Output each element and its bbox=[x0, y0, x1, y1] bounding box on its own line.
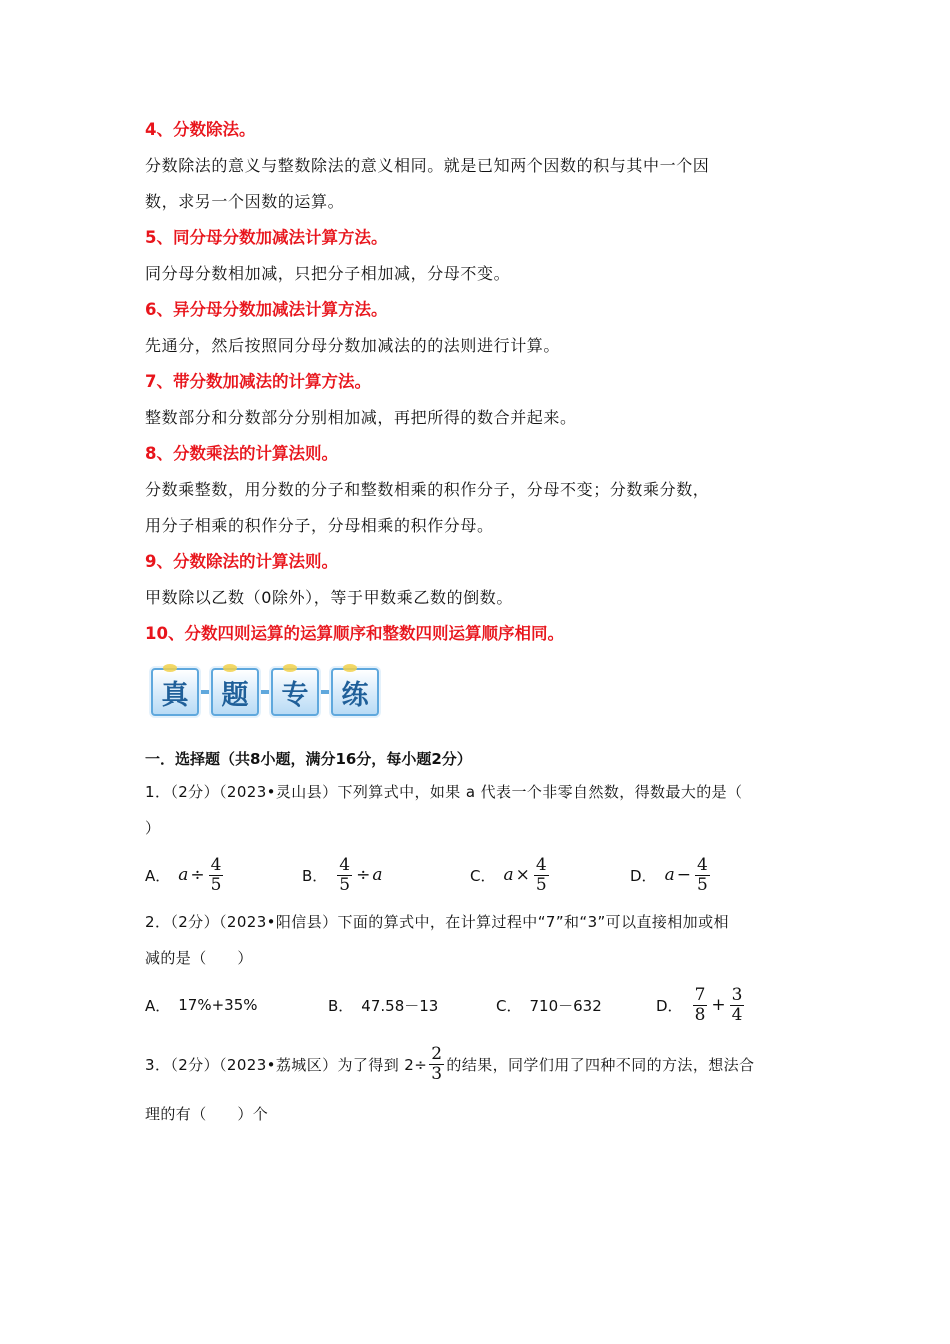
numerator: 2 bbox=[431, 1043, 443, 1064]
fraction bbox=[730, 986, 745, 1025]
section-8 bbox=[145, 436, 815, 544]
option-c[interactable] bbox=[496, 995, 656, 1016]
question-text: 3．（2分）（2023•荔城区）为了得到 2÷ bbox=[145, 1055, 428, 1074]
badge-tile: 题 bbox=[211, 668, 259, 716]
body-line: 用分子相乘的积作分子，分母相乘的积作分母。 bbox=[145, 516, 494, 535]
question-1 bbox=[145, 774, 815, 846]
section-heading: 5、同分母分数加减法计算方法。 bbox=[145, 228, 388, 247]
fraction bbox=[693, 986, 708, 1025]
option-b[interactable] bbox=[328, 995, 496, 1016]
question-text: 2．（2分）（2023•阳信县）下面的算式中，在计算过程中“7”和“3”可以直接相加或相 bbox=[145, 913, 729, 931]
variable: a bbox=[372, 865, 383, 885]
denominator: 4 bbox=[731, 1004, 743, 1025]
body-line: 分数除法的意义与整数除法的意义相同。就是已知两个因数的积与其中一个因 bbox=[145, 156, 710, 175]
denominator: 5 bbox=[535, 874, 547, 895]
numerator: 4 bbox=[210, 854, 222, 875]
option-b[interactable] bbox=[302, 856, 470, 895]
body-line: 甲数除以乙数（0除外），等于甲数乘乙数的倒数。 bbox=[145, 588, 513, 607]
option-c[interactable] bbox=[470, 856, 630, 895]
option-label: A． bbox=[145, 866, 171, 885]
option-d[interactable] bbox=[630, 856, 712, 895]
question-2 bbox=[145, 904, 815, 976]
question-text: 减的是（ ） bbox=[145, 949, 253, 967]
numerator: 4 bbox=[339, 854, 351, 875]
denominator: 8 bbox=[694, 1004, 706, 1025]
option-label: C． bbox=[496, 996, 522, 1015]
section-body bbox=[145, 580, 815, 616]
fraction bbox=[429, 1045, 444, 1084]
section-body bbox=[145, 256, 815, 292]
operator: ÷ bbox=[356, 865, 371, 885]
variable: a bbox=[178, 865, 189, 885]
body-line: 整数部分和分数部分分别相加减，再把所得的数合并起来。 bbox=[145, 408, 577, 427]
operator: − bbox=[676, 865, 691, 885]
numerator: 4 bbox=[535, 854, 547, 875]
question-text: 1．（2分）（2023•灵山县）下列算式中，如果 a 代表一个非零自然数，得数最大的是（ bbox=[145, 783, 743, 801]
section-heading: 8、分数乘法的计算法则。 bbox=[145, 444, 338, 463]
section-9 bbox=[145, 544, 815, 616]
operator: ÷ bbox=[190, 865, 205, 885]
section-10 bbox=[145, 616, 815, 652]
question-1-options bbox=[145, 846, 815, 904]
fraction bbox=[695, 856, 710, 895]
section-heading: 4、分数除法。 bbox=[145, 120, 256, 139]
section-heading: 7、带分数加减法的计算方法。 bbox=[145, 372, 371, 391]
body-line: 分数乘整数，用分数的分子和整数相乘的积作分子，分母不变；分数乘分数， bbox=[145, 480, 710, 499]
denominator: 5 bbox=[339, 874, 351, 895]
body-line: 同分母分数相加减，只把分子相加减，分母不变。 bbox=[145, 264, 511, 283]
body-line: 先通分，然后按照同分母分数加减法的的法则进行计算。 bbox=[145, 336, 561, 355]
denominator: 3 bbox=[431, 1063, 443, 1084]
option-a[interactable] bbox=[145, 856, 302, 895]
option-label: A． bbox=[145, 996, 171, 1015]
section-body bbox=[145, 472, 815, 544]
document-content bbox=[145, 112, 815, 1132]
question-3-line2 bbox=[145, 1096, 815, 1132]
section-body bbox=[145, 328, 815, 364]
section-5 bbox=[145, 220, 815, 292]
fraction bbox=[534, 856, 549, 895]
section-heading: 6、异分母分数加减法计算方法。 bbox=[145, 300, 388, 319]
variable: a bbox=[503, 865, 514, 885]
section-7 bbox=[145, 364, 815, 436]
option-label: C． bbox=[470, 866, 496, 885]
question-2-options bbox=[145, 976, 815, 1034]
body-line: 数，求另一个因数的运算。 bbox=[145, 192, 345, 211]
section-body bbox=[145, 400, 815, 436]
option-d[interactable] bbox=[656, 986, 746, 1025]
option-text: 17%+35% bbox=[178, 996, 258, 1014]
numerator: 7 bbox=[694, 984, 706, 1005]
variable: a bbox=[664, 865, 675, 885]
option-text: 710－632 bbox=[529, 996, 602, 1015]
section-body bbox=[145, 148, 815, 220]
badge-connector bbox=[319, 690, 331, 694]
section-6 bbox=[145, 292, 815, 364]
fraction bbox=[209, 856, 224, 895]
operator: × bbox=[515, 865, 530, 885]
badge-tile: 练 bbox=[331, 668, 379, 716]
question-text: ） bbox=[145, 819, 161, 837]
exercise-title: 一．选择题（共8小题，满分16分，每小题2分） bbox=[145, 750, 472, 768]
option-text: 47.58－13 bbox=[361, 996, 439, 1015]
badge-connector bbox=[199, 690, 211, 694]
option-label: D． bbox=[630, 866, 657, 885]
denominator: 5 bbox=[210, 874, 222, 895]
badge-tile: 真 bbox=[151, 668, 199, 716]
option-a[interactable] bbox=[145, 995, 328, 1016]
badge-tile: 专 bbox=[271, 668, 319, 716]
practice-badge bbox=[151, 666, 815, 718]
section-heading: 10、分数四则运算的运算顺序和整数四则运算顺序相同。 bbox=[145, 624, 564, 643]
option-label: B． bbox=[328, 996, 354, 1015]
section-heading: 9、分数除法的计算法则。 bbox=[145, 552, 338, 571]
option-label: B． bbox=[302, 866, 328, 885]
badge-connector bbox=[259, 690, 271, 694]
fraction bbox=[337, 856, 352, 895]
question-text: 理的有（ ）个 bbox=[145, 1105, 269, 1123]
question-text: 的结果，同学们用了四种不同的方法，想法合 bbox=[446, 1055, 755, 1074]
operator: + bbox=[711, 995, 726, 1015]
denominator: 5 bbox=[696, 874, 708, 895]
numerator: 4 bbox=[696, 854, 708, 875]
numerator: 3 bbox=[731, 984, 743, 1005]
option-label: D． bbox=[656, 996, 683, 1015]
question-3 bbox=[145, 1040, 815, 1088]
section-4 bbox=[145, 112, 815, 220]
